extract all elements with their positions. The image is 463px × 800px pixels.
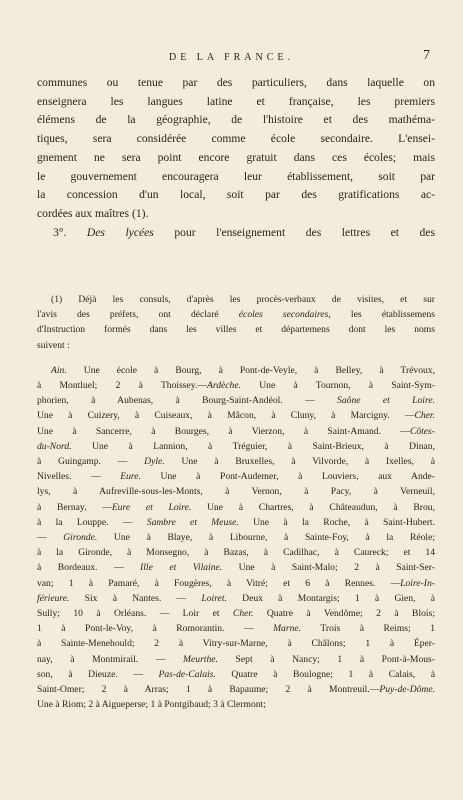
footnote-line: à Guingamp. — Dyle. Une à Bruxelles, à Vilvorde, à Ixelles, à	[37, 456, 436, 468]
text-line: communes ou tenue par des particuliers, dans laquelle on	[37, 76, 435, 89]
footnote-line: nay, à Montmirail. — Meurthe. Sept à Nancy; 1 à Pont-à-Mous-	[37, 653, 435, 665]
footnote-line: Une à Sancerre, à Bourges, à Vierzon, à Saint-Amand. —Côtes-	[37, 425, 435, 437]
footnote	[37, 292, 435, 712]
footnote-line: suivent :	[37, 339, 70, 351]
running-head	[0, 48, 463, 63]
footnote-line: à Montluel; 2 à Thoissey.—Ardèche. Une à Tournon, à Saint-Sym-	[37, 380, 435, 392]
text-line: la concession d'un local, soit par des gratifications ac-	[37, 188, 435, 202]
footnote-line: Une à Riom; 2 à Aigueperse; 1 à Pontgibaud; 3 à Clermont;	[37, 699, 266, 711]
main-text	[37, 74, 435, 242]
footnote-line: phorien, à Aubenas, à Bourg-Saint-Andéol. — Saône et Loire.	[37, 395, 435, 407]
footnote-line: Une à Cuizery, à Cuiseaux, à Mâcon, à Cluny, à Marcigny. —Cher.	[37, 410, 435, 422]
footnote-line: Ain. Une école à Bourg, à Pont-de-Veyle, à Belley, à Trévoux,	[51, 364, 435, 376]
footnote-line: à Sainte-Menehould; 2 à Vitry-sur-Marne, à Châlons; 1 à Éper-	[37, 638, 435, 650]
page-number: 7	[423, 48, 430, 63]
footnote-line: — Gironde. Une à Blaye, à Libourne, à Sainte-Foy, à la Réole;	[37, 532, 435, 544]
text-line: tiques, sera considérée comme école secondaire. L'ensei-	[37, 132, 435, 146]
text-line: gnement ne sera point encore gratuit dans ces écoles; mais	[37, 150, 435, 164]
footnote-line: à la Louppe. — Sambre et Meuse. Une à la Roche, à Saint-Hubert.	[37, 516, 435, 528]
footnote-line: à Bordeaux. — Ille et Vilaine. Une à Saint-Malo; 2 à Saint-Ser-	[37, 562, 435, 574]
footnote-line: 1 à Pont-le-Voy, à Romorantin. — Marne. Trois à Reims; 1	[37, 623, 435, 635]
footnote-line: son, à Dieuze. — Pas-de-Calais. Quatre à Boulogne; 1 à Calais, à	[37, 668, 435, 680]
text-line: cordées aux maîtres (1).	[37, 206, 149, 220]
footnote-line: férieure. Six à Nantes. — Loiret. Deux à Montargis; 1 à Gien, à	[37, 592, 435, 604]
text-line: le gouvernement encouragera leur établissement, soit par	[37, 169, 435, 183]
footnote-line: van; 1 à Pamaré, à Fougères, à Vitré; et 6 à Rennes. —Loire-In-	[37, 577, 435, 589]
footnote-line: l'avis des préfets, ont déclaré écoles secondaires, les établissemens	[37, 309, 436, 321]
text-line: 3°. Des lycées pour l'enseignement des lettres et des	[53, 225, 435, 239]
footnote-line: Saint-Omer; 2 à Arras; 1 à Bapaume; 2 à Montreuil.—Puy-de-Dôme.	[37, 684, 435, 696]
text-line: élémens de la géographie, de l'histoire et des mathéma-	[37, 113, 435, 127]
footnote-line: du-Nord. Une à Lannion, à Tréguier, à Saint-Brieux, à Dinan,	[37, 440, 435, 452]
footnote-line: à Bernay. —Eure et Loire. Une à Chartres, à Châteaudun, à Brou,	[37, 501, 435, 513]
footnote-line: à la Gironde, à Monsegno, à Bazas, à Cadilhac, à Caureck; et 14	[37, 547, 435, 559]
footnote-line: Nivelles. — Eure. Une à Pont-Audemer, à Louviers, aux Ande-	[37, 471, 435, 483]
footnote-line: Sully; 10 à Orléans. — Loir et Cher. Quatre à Vendôme; 2 à Blois;	[37, 608, 435, 620]
footnote-line: (1) Déjà les consuls, d'après les procès-verbaux de visites, et sur	[51, 294, 435, 305]
text-line: enseignera les langues latine et française, les premiers	[37, 94, 435, 108]
footnote-line: lys, à Aufreville-sous-les-Monts, à Vernon, à Pacy, à Verneuil,	[37, 486, 435, 498]
footnote-line: d'Instruction formés dans les villes et départemens dont les noms	[37, 324, 435, 336]
running-title: DE LA FRANCE.	[168, 52, 295, 63]
